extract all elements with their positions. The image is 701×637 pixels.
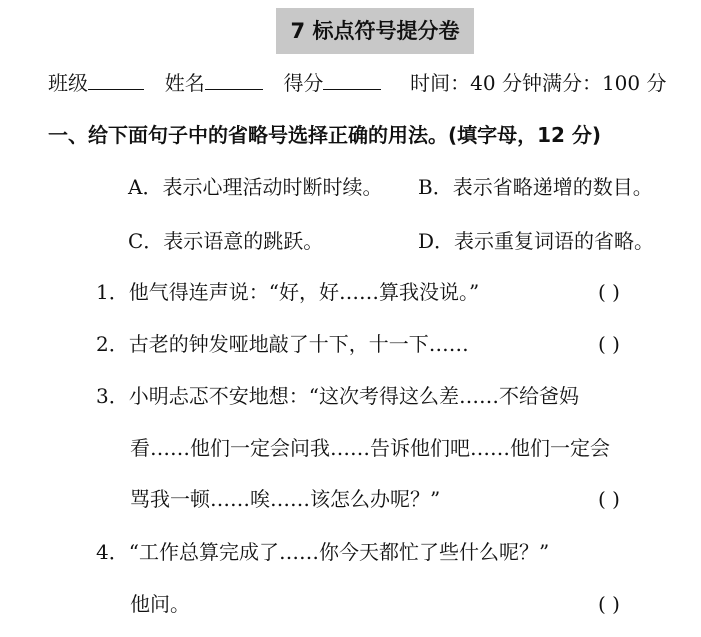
option-c: C．表示语意的跳跃。 bbox=[128, 229, 324, 253]
name-blank[interactable] bbox=[205, 69, 263, 90]
question-2-text: 2．古老的钟发哑地敲了十下，十一下…… bbox=[96, 332, 469, 356]
class-label: 班级 bbox=[48, 71, 88, 95]
question-4-text-line-2: 他问。 bbox=[130, 592, 190, 616]
question-4-answer-blank[interactable]: ( ) bbox=[598, 592, 620, 616]
header-info-row bbox=[48, 69, 667, 97]
question-1-answer-blank[interactable]: ( ) bbox=[598, 280, 620, 304]
question-3-answer-blank[interactable]: ( ) bbox=[598, 487, 620, 511]
option-b: B．表示省略递增的数目。 bbox=[418, 175, 653, 199]
time-score-text: 时间：40 分钟满分：100 分 bbox=[410, 71, 667, 95]
score-label: 得分 bbox=[283, 71, 324, 95]
name-label: 姓名 bbox=[164, 71, 205, 95]
question-2-answer-blank[interactable]: ( ) bbox=[598, 332, 620, 356]
question-1-text: 1．他气得连声说：“好，好……算我没说。” bbox=[96, 280, 480, 304]
class-blank[interactable] bbox=[88, 69, 144, 90]
question-3-text-line-2: 看……他们一定会问我……告诉他们吧……他们一定会 bbox=[130, 436, 610, 460]
question-3-text-line-3: 骂我一顿……唉……该怎么办呢？” bbox=[130, 487, 441, 511]
question-4-text-line-1: 4．“工作总算完成了……你今天都忙了些什么呢？” bbox=[96, 540, 550, 564]
page-title: 7 标点符号提分卷 bbox=[276, 8, 474, 54]
score-blank[interactable] bbox=[323, 69, 381, 90]
question-3-text-line-1: 3．小明忐忑不安地想：“这次考得这么差……不给爸妈 bbox=[96, 384, 579, 408]
option-d: D．表示重复词语的省略。 bbox=[418, 229, 655, 253]
option-a: A．表示心理活动时断时续。 bbox=[128, 175, 383, 199]
section-heading: 一、给下面句子中的省略号选择正确的用法。(填字母，12 分) bbox=[48, 123, 602, 147]
